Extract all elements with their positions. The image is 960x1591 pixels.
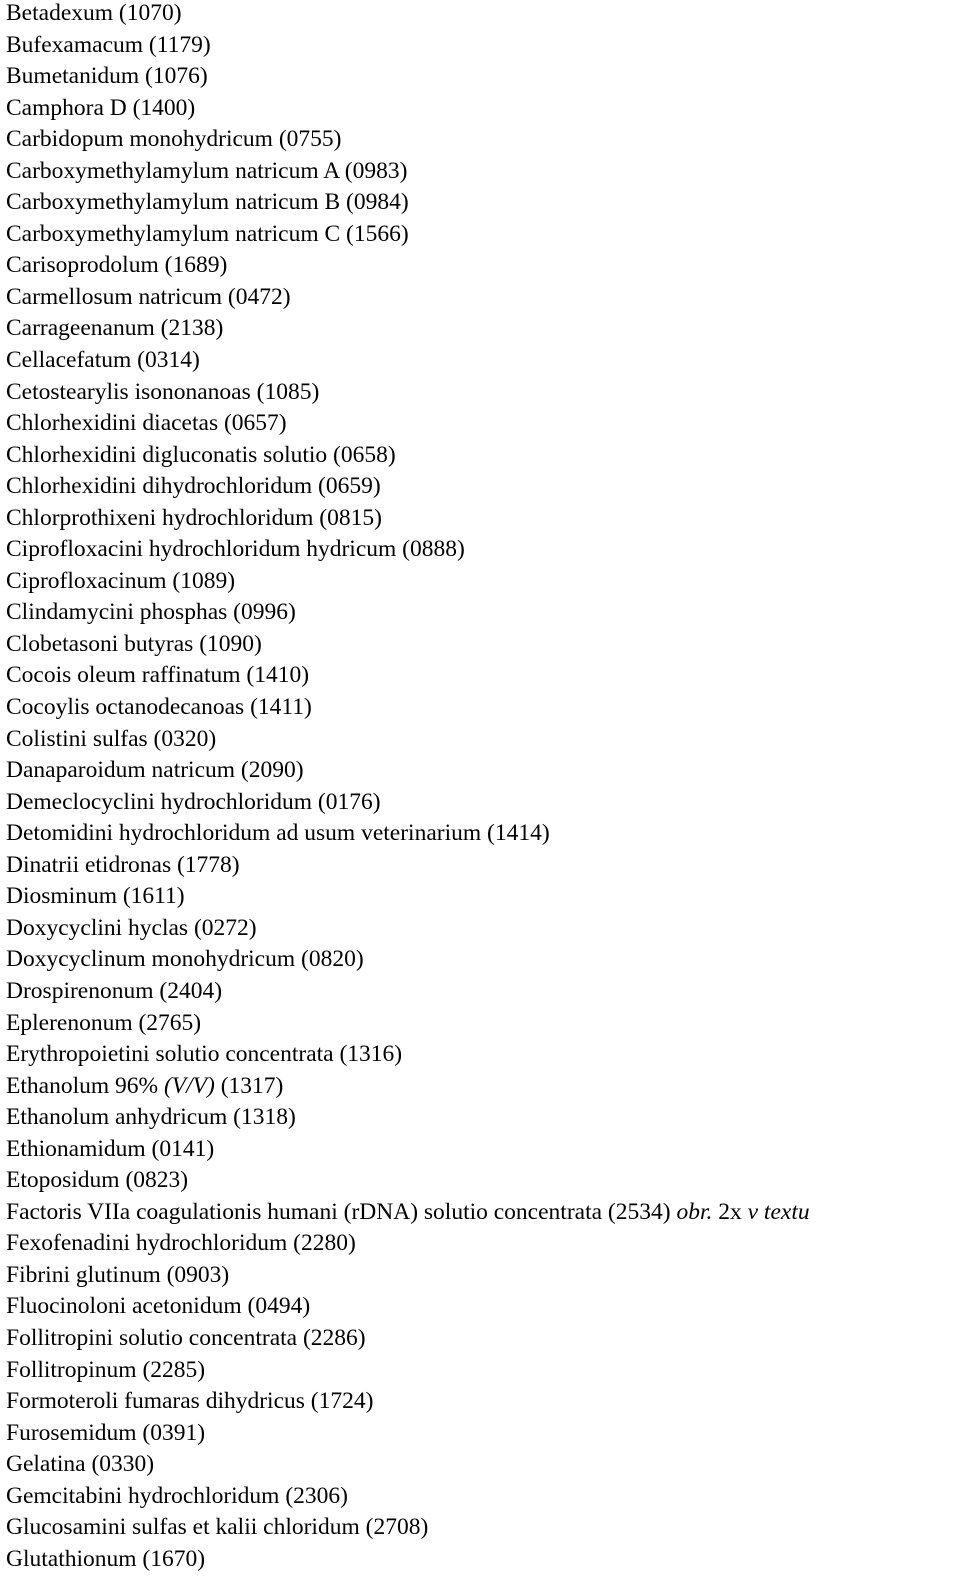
list-item: Bufexamacum (1179) <box>6 31 211 58</box>
list-item: Chlorhexidini dihydrochloridum (0659) <box>6 473 381 500</box>
item-italic-text: obr. <box>676 1198 713 1225</box>
list-item: Fexofenadini hydrochloridum (2280) <box>6 1230 356 1257</box>
list-item: Ciprofloxacini hydrochloridum hydricum (0888) <box>6 536 465 563</box>
list-item: Cocois oleum raffinatum (1410) <box>6 662 310 689</box>
list-item: Furosemidum (0391) <box>6 1419 206 1446</box>
list-item: Fluocinoloni acetonidum (0494) <box>6 1293 311 1320</box>
list-item-ethanolum-96 <box>6 1071 956 1103</box>
list-item: Chlorhexidini digluconatis solutio (0658) <box>6 441 396 468</box>
list-item: Detomidini hydrochloridum ad usum veterinarium (1414) <box>6 820 550 847</box>
list-item: Etoposidum (0823) <box>6 1167 189 1194</box>
item-italic-text: (V/V) <box>163 1072 215 1099</box>
list-item: Camphora D (1400) <box>6 94 196 121</box>
list-item: Danaparoidum natricum (2090) <box>6 757 304 784</box>
list-item: Carbidopum monohydricum (0755) <box>6 126 342 153</box>
list-item: Glucosamini sulfas et kalii chloridum (2708) <box>6 1514 429 1541</box>
list-item: Gemcitabini hydrochloridum (2306) <box>6 1482 348 1509</box>
list-item: Colistini sulfas (0320) <box>6 725 217 752</box>
list-item: Chlorprothixeni hydrochloridum (0815) <box>6 504 382 531</box>
list-item: Doxycyclinum monohydricum (0820) <box>6 946 364 973</box>
list-item-factoris-viia <box>6 1197 956 1229</box>
list-section-a <box>6 0 956 1071</box>
list-section-b <box>6 1102 956 1197</box>
list-item: Cetostearylis isononanoas (1085) <box>6 378 320 405</box>
list-item: Fibrini glutinum (0903) <box>6 1261 230 1288</box>
list-item: Carboxymethylamylum natricum A (0983) <box>6 157 408 184</box>
list-item: Betadexum (1070) <box>6 0 182 26</box>
list-item: Bumetanidum (1076) <box>6 63 208 90</box>
list-section-c <box>6 1228 956 1575</box>
item-italic-text: v textu <box>747 1198 810 1225</box>
list-item: Diosminum (1611) <box>6 883 185 910</box>
list-item: Carrageenanum (2138) <box>6 315 224 342</box>
list-item: Clindamycini phosphas (0996) <box>6 599 296 626</box>
list-item: Ethanolum anhydricum (1318) <box>6 1104 296 1131</box>
list-item: Follitropini solutio concentrata (2286) <box>6 1324 366 1351</box>
list-item: Cocoylis octanodecanoas (1411) <box>6 694 312 721</box>
list-item: Carboxymethylamylum natricum C (1566) <box>6 220 409 247</box>
list-item: Erythropoietini solutio concentrata (1316) <box>6 1041 403 1068</box>
monograph-list <box>6 0 956 1575</box>
list-item: Eplerenonum (2765) <box>6 1009 202 1036</box>
list-item: Formoteroli fumaras dihydricus (1724) <box>6 1388 374 1415</box>
list-item: Chlorhexidini diacetas (0657) <box>6 410 287 437</box>
list-item: Carboxymethylamylum natricum B (0984) <box>6 189 409 216</box>
list-item: Drospirenonum (2404) <box>6 977 223 1004</box>
item-text: Ethanolum 96% <box>6 1072 164 1099</box>
list-item: Cellacefatum (0314) <box>6 347 200 374</box>
list-item: Gelatina (0330) <box>6 1451 155 1478</box>
list-item: Ciprofloxacinum (1089) <box>6 567 236 594</box>
list-item: Demeclocyclini hydrochloridum (0176) <box>6 788 381 815</box>
list-item: Follitropinum (2285) <box>6 1356 206 1383</box>
list-item: Glutathionum (1670) <box>6 1545 206 1572</box>
list-item: Carisoprodolum (1689) <box>6 252 228 279</box>
list-item: Ethionamidum (0141) <box>6 1135 215 1162</box>
item-text: Factoris VIIa coagulationis humani (rDNA) solutio concentrata (2534) <box>6 1198 677 1225</box>
item-text: (1317) <box>214 1072 284 1099</box>
item-text: 2x <box>712 1198 748 1225</box>
list-item: Clobetasoni butyras (1090) <box>6 630 262 657</box>
list-item: Dinatrii etidronas (1778) <box>6 851 240 878</box>
list-item: Carmellosum natricum (0472) <box>6 283 291 310</box>
list-item: Doxycyclini hyclas (0272) <box>6 914 257 941</box>
